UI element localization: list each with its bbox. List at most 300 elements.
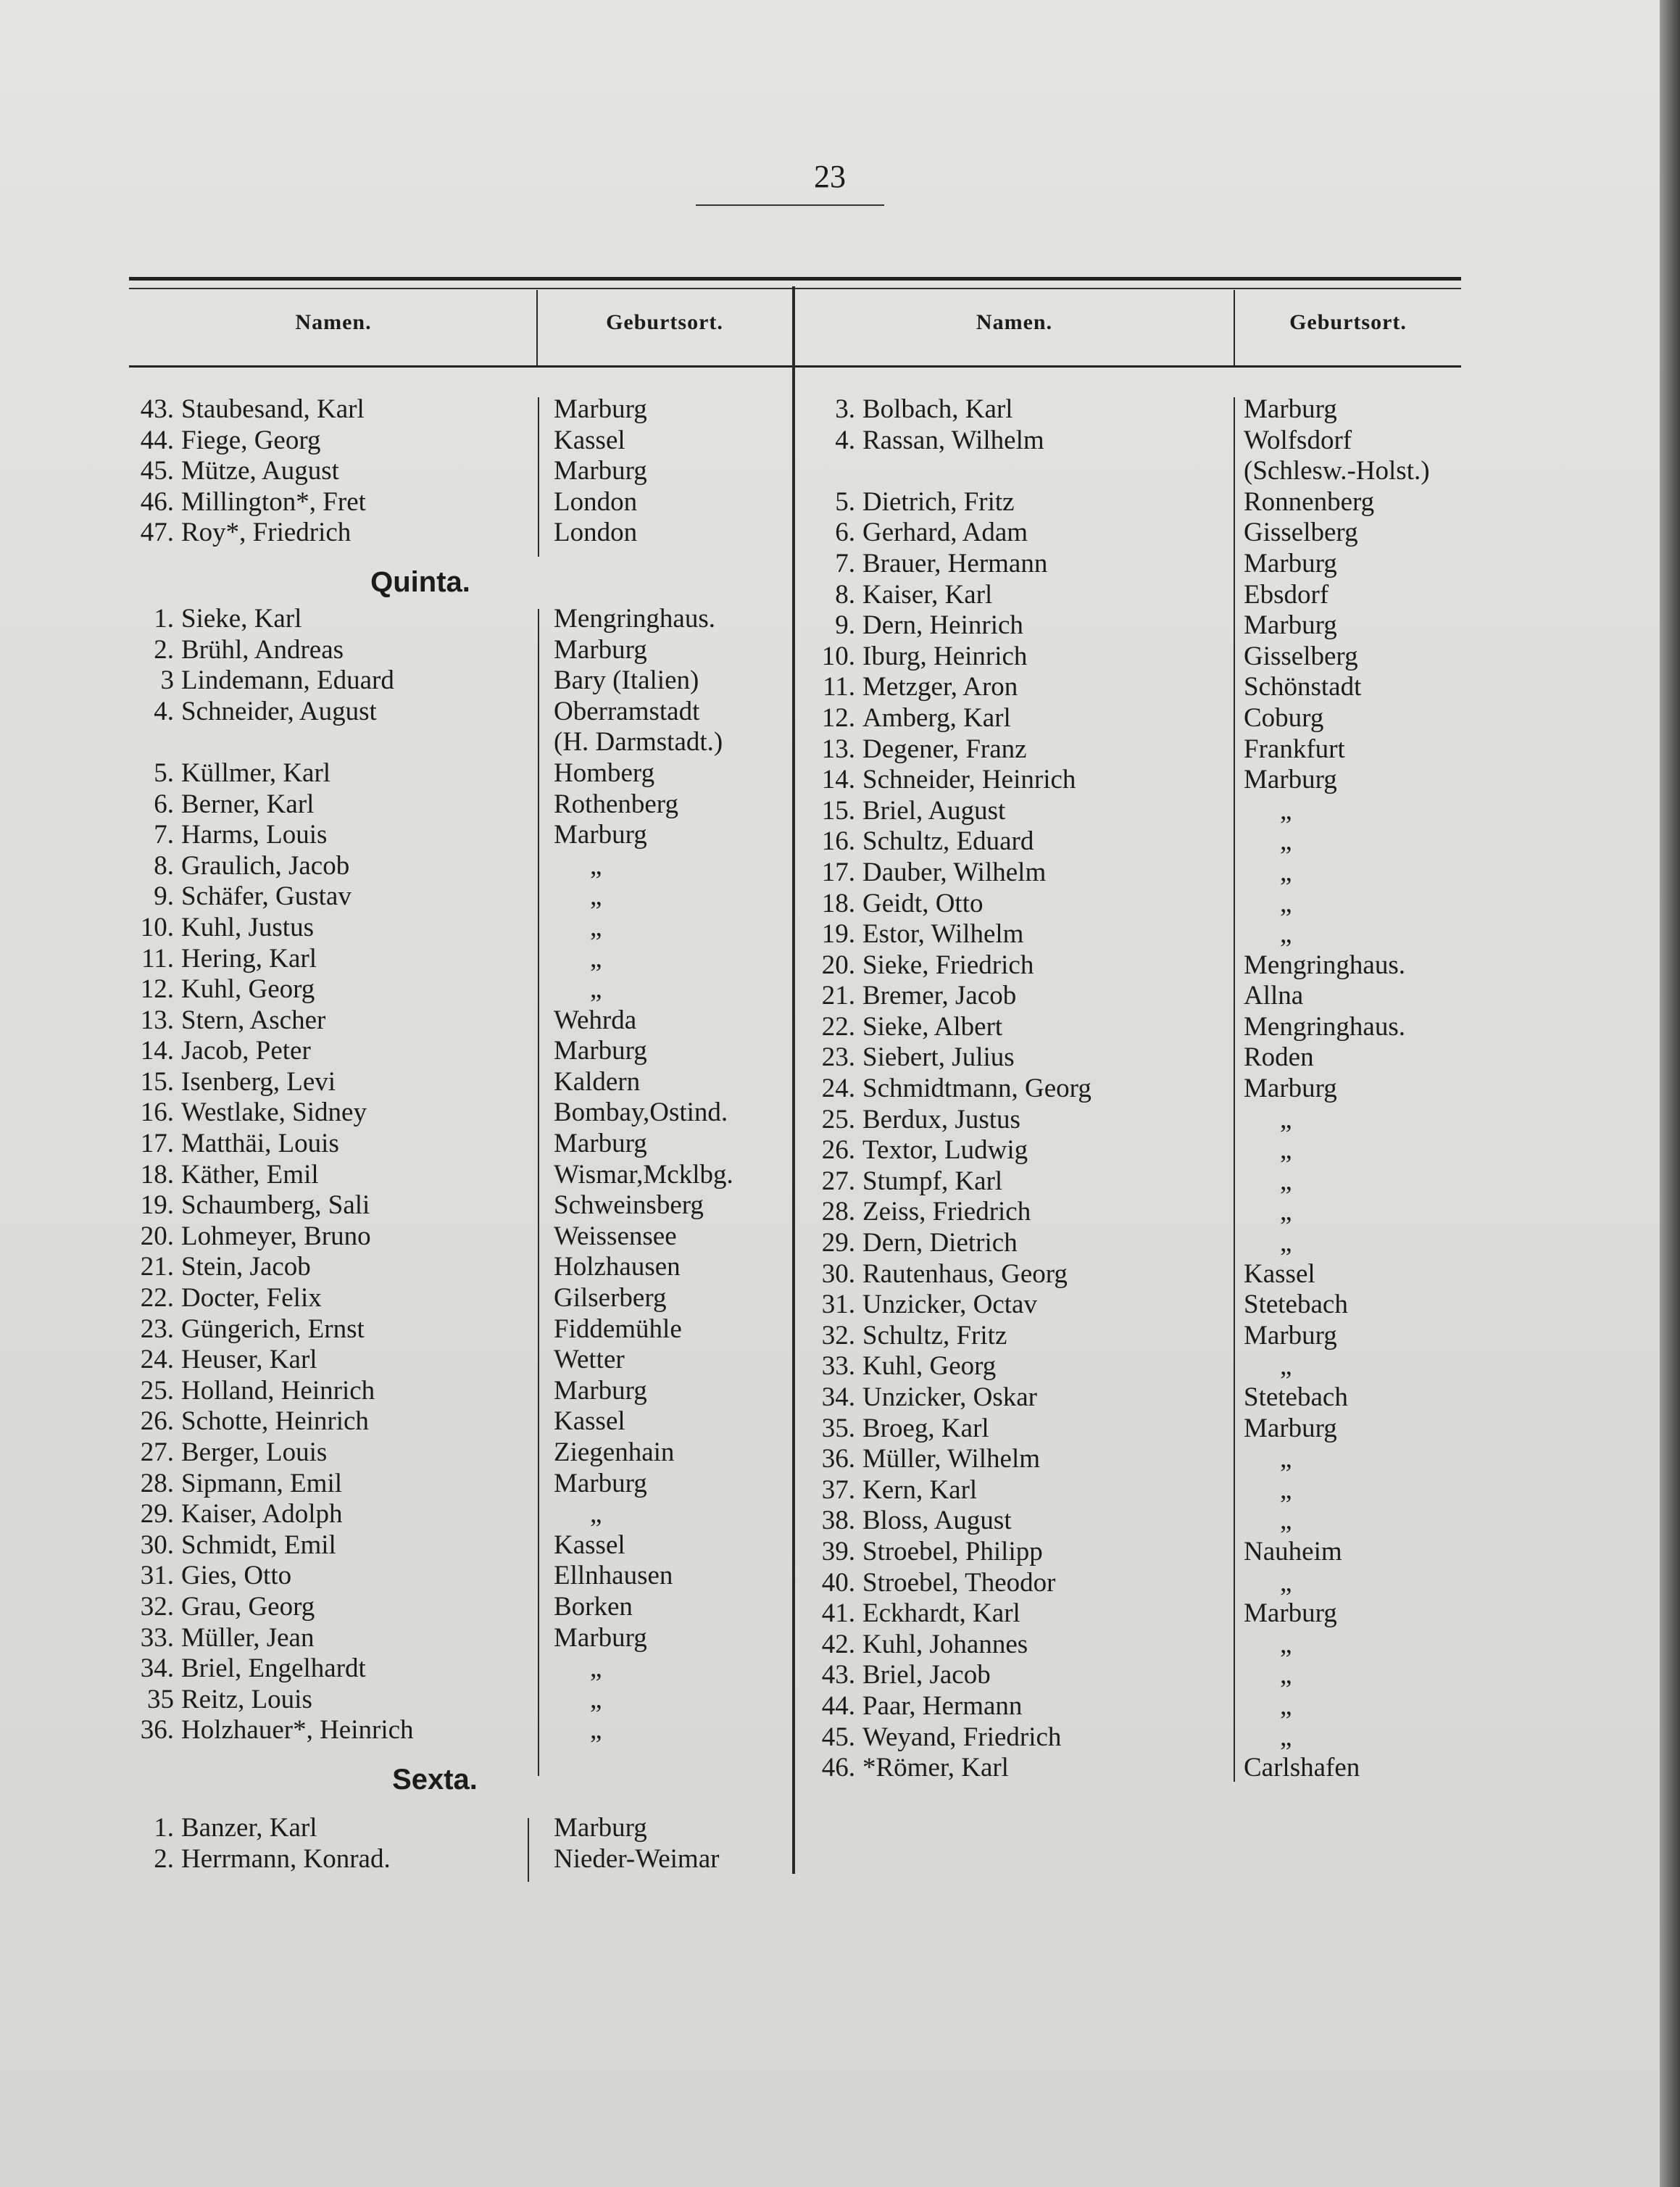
student-name: Gies, Otto: [181, 1561, 292, 1591]
row-number: 11.: [141, 943, 174, 974]
list-item: [123, 1160, 536, 1191]
section-title-sexta: Sexta.: [392, 1763, 478, 1796]
row-number: 47.: [140, 518, 174, 548]
birthplace: „: [1280, 919, 1292, 950]
list-item: [804, 1228, 1232, 1259]
list-item: [123, 1592, 536, 1623]
student-name: Weyand, Friedrich: [862, 1722, 1062, 1752]
birthplace: Marburg: [1244, 1074, 1337, 1104]
row-number: 17.: [140, 1129, 174, 1159]
student-name: Lindemann, Eduard: [181, 665, 394, 696]
list-item: [123, 426, 536, 457]
birthplace: Marburg: [1244, 548, 1337, 578]
list-item: [804, 1135, 1232, 1166]
birthplace: Homberg: [554, 758, 655, 788]
row-number: 22.: [821, 1011, 855, 1042]
student-name: Jacob, Peter: [181, 1036, 311, 1066]
row-number: 41.: [821, 1598, 855, 1629]
student-name: Kuhl, Johannes: [862, 1629, 1028, 1659]
birthplace: „: [1280, 1567, 1292, 1598]
row-number: 22.: [140, 1283, 174, 1314]
list-item: [123, 1623, 536, 1654]
list-item: [123, 1190, 536, 1221]
list-item: [804, 1197, 1232, 1228]
list-item: [804, 1105, 1232, 1136]
list-item: [804, 889, 1232, 920]
list-item: [804, 1753, 1232, 1784]
table-top-rule: [129, 277, 1461, 281]
list-item: [123, 1653, 536, 1685]
list-item: [123, 697, 536, 728]
birthplace: Ebsdorf: [1244, 579, 1329, 610]
student-name: *Römer, Karl: [862, 1753, 1009, 1783]
left-names-column: [123, 394, 536, 1875]
list-item: [804, 796, 1232, 827]
row-number: 34.: [821, 1382, 855, 1412]
row-number: 14.: [821, 765, 855, 795]
birthplace: Carlshafen: [1244, 1753, 1360, 1783]
birthplace: Kassel: [554, 425, 625, 455]
row-number: 31.: [821, 1290, 855, 1320]
student-name: Schaumberg, Sali: [181, 1190, 370, 1221]
row-number: 15.: [140, 1066, 174, 1097]
birthplace: Schweinsberg: [554, 1190, 704, 1221]
list-item: [123, 1221, 536, 1253]
row-number: 3.: [835, 394, 855, 424]
row-number: 23.: [140, 1314, 174, 1344]
student-name: Briel, Jacob: [862, 1660, 991, 1690]
student-name: Kaiser, Adolph: [181, 1499, 343, 1530]
list-item: [804, 1630, 1232, 1661]
list-item: [804, 981, 1232, 1012]
row-number: 28.: [140, 1468, 174, 1498]
birthplace: Holzhausen: [554, 1252, 681, 1282]
row-number: 36.: [821, 1444, 855, 1474]
birthplace: Coburg: [1244, 702, 1324, 733]
list-item: [804, 426, 1232, 457]
birthplace: „: [590, 1499, 602, 1530]
row-number: 20.: [140, 1221, 174, 1251]
row-number: 30.: [821, 1258, 855, 1289]
list-item: [123, 604, 536, 635]
row-number: 7.: [154, 820, 174, 850]
student-name: Briel, Engelhardt: [181, 1653, 366, 1684]
list-item: [804, 1351, 1232, 1382]
birthplace: „: [1280, 1660, 1292, 1690]
list-item: [123, 881, 536, 913]
list-item: [804, 1290, 1232, 1321]
student-name: Millington*, Fret: [181, 486, 366, 517]
list-item: [123, 820, 536, 851]
student-name: Sieke, Albert: [862, 1011, 1003, 1042]
list-item: [123, 1406, 536, 1437]
student-name: Bloss, August: [862, 1506, 1012, 1536]
row-number: 1.: [154, 1812, 174, 1843]
student-name: Dietrich, Fritz: [862, 486, 1015, 517]
list-item: [804, 1537, 1232, 1568]
birthplace: Bombay,Ostind.: [554, 1097, 728, 1128]
student-name: Matthäi, Louis: [181, 1129, 339, 1159]
list-item: [123, 487, 536, 518]
row-number: 30.: [140, 1530, 174, 1560]
section-title-quinta: Quinta.: [370, 565, 470, 598]
row-number: 20.: [821, 950, 855, 980]
student-name: Holland, Heinrich: [181, 1375, 375, 1406]
row-number: 13.: [821, 734, 855, 764]
list-item: [804, 642, 1232, 673]
birthplace: „: [1280, 888, 1292, 918]
list-item: [123, 1345, 536, 1376]
student-name: Brühl, Andreas: [181, 634, 344, 665]
student-name: Brauer, Hermann: [862, 548, 1048, 578]
row-number: 1.: [154, 603, 174, 634]
birthplace: Kaldern: [554, 1066, 641, 1097]
list-item: [123, 851, 536, 882]
row-number: 42.: [821, 1629, 855, 1659]
list-item: [804, 1568, 1232, 1599]
row-number: 10.: [821, 641, 855, 671]
row-number: 43.: [821, 1660, 855, 1690]
row-number: 25.: [821, 1104, 855, 1134]
birthplace: „: [590, 850, 602, 881]
table-top-thin-rule: [129, 288, 1461, 289]
birthplace: „: [590, 1715, 602, 1746]
birthplace: Oberramstadt: [554, 696, 700, 726]
birthplace: Ronnenberg: [1244, 486, 1375, 517]
list-item: [804, 1074, 1232, 1105]
student-name: Mütze, August: [181, 456, 339, 486]
student-name: Dauber, Wilhelm: [862, 857, 1047, 887]
list-item: [804, 1012, 1232, 1043]
header-right-place: Geburtsort.: [1289, 310, 1407, 334]
list-item: [804, 1042, 1232, 1074]
birthplace: „: [1280, 1228, 1292, 1258]
student-name: Kern, Karl: [862, 1474, 978, 1505]
student-name: Herrmann, Konrad.: [181, 1843, 391, 1874]
page-edge-shadow: [1660, 0, 1680, 2187]
list-item: [123, 1376, 536, 1407]
birthplace: London: [554, 486, 638, 517]
list-item: [123, 1036, 536, 1067]
birthplace: Bary (Italien): [554, 665, 699, 696]
list-item: [804, 1660, 1232, 1691]
list-item: [804, 1321, 1232, 1352]
list-item: [123, 758, 536, 789]
row-number: 28.: [821, 1197, 855, 1227]
student-name: Geidt, Otto: [862, 888, 984, 918]
birthplace: Fiddemühle: [554, 1314, 682, 1344]
row-number: 21.: [821, 981, 855, 1011]
student-name: Stumpf, Karl: [862, 1166, 1003, 1196]
list-item: [804, 610, 1232, 642]
row-number: 12.: [140, 974, 174, 1005]
student-name: Küllmer, Karl: [181, 758, 331, 788]
list-item: [804, 1691, 1232, 1722]
birthplace: Marburg: [554, 1468, 647, 1498]
birthplace: Marburg: [554, 456, 647, 486]
student-name: Paar, Hermann: [862, 1690, 1023, 1721]
student-name: Kuhl, Justus: [181, 912, 314, 942]
list-item: [123, 1437, 536, 1469]
row-number: 5.: [154, 758, 174, 788]
row-number: 10.: [140, 912, 174, 942]
student-name: Estor, Wilhelm: [862, 919, 1024, 950]
birthplace: Marburg: [1244, 1413, 1337, 1443]
list-item: [804, 826, 1232, 858]
student-name: Fiege, Georg: [181, 425, 321, 455]
student-name: Schneider, August: [181, 696, 377, 726]
student-name: Westlake, Sidney: [181, 1097, 367, 1128]
row-number: 43.: [140, 394, 174, 424]
row-number: 46.: [821, 1753, 855, 1783]
student-name: Schmidtmann, Georg: [862, 1074, 1091, 1104]
student-name: Rassan, Wilhelm: [862, 425, 1044, 455]
birthplace: Wolfsdorf: [1244, 425, 1352, 455]
row-number: 9.: [835, 610, 855, 641]
student-name: Rautenhaus, Georg: [862, 1258, 1068, 1289]
row-number: 17.: [821, 857, 855, 887]
birthplace: Gilserberg: [554, 1283, 667, 1314]
list-item: [804, 919, 1232, 950]
student-name: Sipmann, Emil: [181, 1468, 342, 1498]
list-item: [123, 635, 536, 666]
list-item: [804, 487, 1232, 518]
student-name: Siebert, Julius: [862, 1042, 1015, 1073]
list-item: [123, 789, 536, 821]
birthplace: Marburg: [554, 1036, 647, 1066]
row-number: 6.: [154, 789, 174, 819]
row-number: 14.: [140, 1036, 174, 1066]
student-name: Degener, Franz: [862, 734, 1027, 764]
birthplace: Roden: [1244, 1042, 1314, 1073]
birthplace: Frankfurt: [1244, 734, 1345, 764]
row-number: 34.: [140, 1653, 174, 1684]
row-number: 45.: [140, 456, 174, 486]
student-name: Grau, Georg: [181, 1591, 315, 1622]
row-number: 18.: [821, 888, 855, 918]
row-number: 27.: [140, 1437, 174, 1467]
row-number: 26.: [140, 1406, 174, 1437]
birthplace: Ziegenhain: [554, 1437, 675, 1467]
list-item: [123, 394, 536, 426]
birthplace: „: [1280, 857, 1292, 887]
birthplace: „: [590, 974, 602, 1005]
list-item: [123, 1685, 536, 1716]
row-number: 21.: [140, 1252, 174, 1282]
row-number: 29.: [140, 1499, 174, 1530]
row-number: 7.: [835, 548, 855, 578]
row-number: 27.: [821, 1166, 855, 1196]
list-item: [123, 1005, 536, 1037]
birthplace: Marburg: [1244, 1320, 1337, 1350]
birthplace: Gisselberg: [1244, 641, 1358, 671]
list-item: [123, 1283, 536, 1314]
student-name: Sieke, Karl: [181, 603, 302, 634]
birthplace: „: [1280, 1104, 1292, 1134]
student-name: Heuser, Karl: [181, 1345, 317, 1375]
right-names-column: [804, 394, 1232, 1784]
row-number: 35.: [821, 1413, 855, 1443]
birthplace: Stetebach: [1244, 1290, 1348, 1320]
list-item: [123, 1715, 536, 1746]
list-item: [804, 1414, 1232, 1445]
row-number: 8.: [835, 579, 855, 610]
student-name: Zeiss, Friedrich: [862, 1197, 1031, 1227]
birthplace: Wehrda: [554, 1005, 637, 1035]
list-item: [804, 394, 1232, 426]
list-item: [804, 950, 1232, 982]
birthplace: Wetter: [554, 1345, 625, 1375]
left-place-rule-b: [538, 609, 539, 1776]
student-name: Reitz, Louis: [181, 1684, 312, 1714]
header-bottom-rule: [129, 365, 1461, 368]
birthplace: „: [1280, 1474, 1292, 1505]
list-item: [123, 1129, 536, 1160]
header-left-place: Geburtsort.: [606, 310, 723, 334]
student-name: Metzger, Aron: [862, 672, 1018, 702]
student-name: Berger, Louis: [181, 1437, 328, 1467]
birthplace: Nauheim: [1244, 1536, 1342, 1566]
row-number: 5.: [835, 486, 855, 517]
list-item: [123, 1499, 536, 1530]
student-name: Schotte, Heinrich: [181, 1406, 369, 1437]
birthplace: Marburg: [1244, 394, 1337, 424]
list-item: [804, 1598, 1232, 1630]
student-name: Docter, Felix: [181, 1283, 322, 1314]
list-item: [804, 672, 1232, 703]
row-number: 4.: [835, 425, 855, 455]
list-item: [123, 1469, 536, 1500]
row-number: 33.: [821, 1351, 855, 1382]
row-number: 39.: [821, 1536, 855, 1566]
list-item: [804, 703, 1232, 734]
student-name: Kuhl, Georg: [181, 974, 315, 1005]
row-number: 26.: [821, 1135, 855, 1166]
student-name: Dern, Dietrich: [862, 1228, 1018, 1258]
student-name: Amberg, Karl: [862, 702, 1011, 733]
student-name: Sieke, Friedrich: [862, 950, 1034, 980]
row-number: 13.: [140, 1005, 174, 1035]
student-name: Broeg, Karl: [862, 1413, 989, 1443]
birthplace: Marburg: [554, 1812, 647, 1843]
birthplace: London: [554, 518, 638, 548]
birthplace: Marburg: [554, 394, 647, 424]
birthplace: Allna: [1244, 981, 1304, 1011]
student-name: Stroebel, Theodor: [862, 1567, 1056, 1598]
list-item: [123, 1530, 536, 1561]
birthplace: „: [1280, 1722, 1292, 1752]
birthplace: Marburg: [1244, 610, 1337, 641]
list-item: [804, 549, 1232, 580]
row-number: 45.: [821, 1722, 855, 1752]
student-name: Roy*, Friedrich: [181, 518, 352, 548]
list-item: [804, 1259, 1232, 1290]
student-name: Stern, Ascher: [181, 1005, 326, 1035]
list-item: [804, 734, 1232, 765]
left-place-rule-a: [538, 397, 539, 557]
student-name: Müller, Jean: [181, 1622, 315, 1653]
row-number: 32.: [140, 1591, 174, 1622]
row-number: 33.: [140, 1622, 174, 1653]
list-item: [804, 1382, 1232, 1414]
row-number: 4.: [154, 696, 174, 726]
list-item: [123, 727, 536, 758]
birthplace: Gisselberg: [1244, 518, 1358, 548]
row-number: 32.: [821, 1320, 855, 1350]
row-number: 37.: [821, 1474, 855, 1505]
student-name: Lohmeyer, Bruno: [181, 1221, 371, 1251]
row-number: 44.: [140, 425, 174, 455]
list-item: [123, 665, 536, 697]
birthplace: Mengringhaus.: [554, 603, 715, 634]
student-name: Schultz, Eduard: [862, 826, 1034, 857]
birthplace: Marburg: [554, 1129, 647, 1159]
student-name: Schmidt, Emil: [181, 1530, 336, 1560]
page-number-rule: [696, 204, 884, 206]
list-item: [123, 456, 536, 487]
birthplace: „: [590, 881, 602, 912]
birthplace: Marburg: [1244, 765, 1337, 795]
row-number: 16.: [821, 826, 855, 857]
list-item: [804, 1722, 1232, 1754]
list-item: [123, 974, 536, 1005]
list-item: [804, 580, 1232, 611]
birthplace: „: [590, 943, 602, 974]
student-name: Holzhauer*, Heinrich: [181, 1715, 414, 1746]
student-name: Schneider, Heinrich: [862, 765, 1076, 795]
student-name: Berner, Karl: [181, 789, 315, 819]
list-item: [804, 456, 1232, 487]
list-item: [804, 1166, 1232, 1198]
student-name: Banzer, Karl: [181, 1812, 317, 1843]
row-number: 18.: [140, 1159, 174, 1190]
birthplace: Wismar,Mcklbg.: [554, 1159, 733, 1190]
birthplace: „: [1280, 1166, 1292, 1196]
list-item: [123, 944, 536, 975]
row-number: 3: [160, 665, 174, 696]
student-name: Stein, Jacob: [181, 1252, 311, 1282]
list-item: [123, 913, 536, 944]
birthplace: „: [1280, 795, 1292, 826]
birthplace: Marburg: [554, 820, 647, 850]
row-number: 2.: [154, 634, 174, 665]
birthplace: Rothenberg: [554, 789, 678, 819]
right-place-rule: [1234, 397, 1235, 1782]
right-place-column: [1244, 394, 1461, 1784]
student-name: Güngerich, Ernst: [181, 1314, 365, 1344]
birthplace: Marburg: [554, 1622, 647, 1653]
row-number: 46.: [140, 486, 174, 517]
birthplace: „: [590, 1653, 602, 1684]
birthplace: „: [590, 1684, 602, 1714]
student-name: Isenberg, Levi: [181, 1066, 336, 1097]
birthplace: „: [1280, 1629, 1292, 1659]
student-name: Stroebel, Philipp: [862, 1536, 1043, 1566]
list-item: [123, 1067, 536, 1098]
student-name: Eckhardt, Karl: [862, 1598, 1020, 1629]
row-number: 19.: [140, 1190, 174, 1221]
birthplace: Marburg: [554, 1375, 647, 1406]
header-right-names: Namen.: [976, 310, 1053, 334]
list-item: [123, 1813, 536, 1844]
birthplace: „: [1280, 1135, 1292, 1166]
birthplace: Kassel: [554, 1406, 625, 1437]
birthplace: Marburg: [554, 634, 647, 665]
birthplace: „: [1280, 826, 1292, 857]
student-name: Kuhl, Georg: [862, 1351, 997, 1382]
list-item: [123, 518, 536, 549]
birthplace: Marburg: [1244, 1598, 1337, 1629]
